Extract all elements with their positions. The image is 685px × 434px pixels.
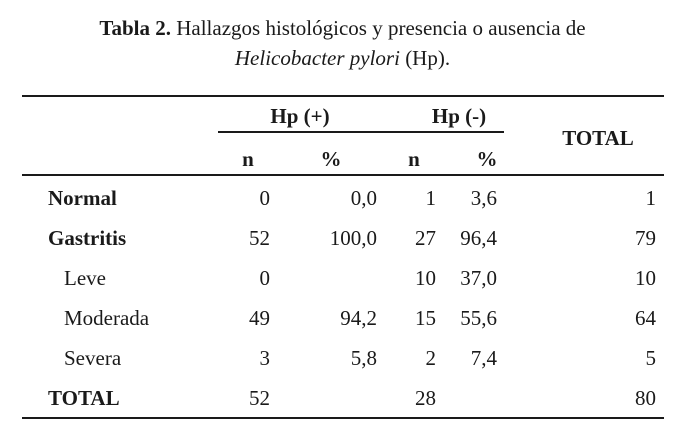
cell-total: 79 (635, 226, 656, 250)
caption-species: Helicobacter pylori (234, 46, 400, 70)
cell-n-negative: 15 (415, 306, 436, 330)
row-label-sub: Severa (64, 346, 122, 370)
cell-n-negative: 2 (425, 346, 436, 370)
header-total: TOTAL (562, 126, 634, 150)
row-label: Normal (48, 186, 117, 210)
cell-pct-negative: 7,4 (470, 346, 497, 370)
cell-total: 10 (635, 266, 656, 290)
cell-pct-negative: 37,0 (460, 266, 497, 290)
header-bottom-rule (22, 174, 664, 176)
table-bottom-rule (22, 417, 664, 419)
header-pct-negative: % (476, 147, 498, 171)
cell-n-negative: 1 (425, 186, 436, 210)
cell-n-positive: 0 (259, 266, 270, 290)
table-top-rule (22, 95, 664, 97)
cell-n-positive: 49 (249, 306, 270, 330)
row-label-total: TOTAL (48, 386, 120, 410)
cell-total: 64 (635, 306, 656, 330)
cell-total: 80 (635, 386, 656, 410)
cell-pct-negative: 96,4 (460, 226, 497, 250)
header-n-negative: n (408, 147, 420, 171)
cell-pct-positive: 100,0 (329, 226, 377, 250)
table-caption-line2 (0, 44, 685, 73)
cell-n-negative: 28 (415, 386, 436, 410)
table-number: Tabla 2. (99, 16, 171, 40)
caption-text: Hallazgos histológicos y presencia o ausencia de (170, 16, 586, 40)
group-header-rule (218, 131, 504, 133)
cell-pct-positive: 5,8 (350, 346, 377, 370)
cell-n-negative: 27 (415, 226, 436, 250)
cell-n-negative: 10 (415, 266, 436, 290)
cell-pct-positive: 94,2 (340, 306, 377, 330)
row-label-sub: Leve (64, 266, 106, 290)
cell-total: 1 (645, 186, 656, 210)
header-hp-positive: Hp (+) (270, 104, 330, 128)
cell-pct-positive: 0,0 (350, 186, 377, 210)
cell-n-positive: 52 (249, 226, 270, 250)
row-label: Gastritis (48, 226, 127, 250)
cell-total: 5 (645, 346, 656, 370)
cell-pct-negative: 3,6 (470, 186, 497, 210)
cell-n-positive: 3 (259, 346, 270, 370)
header-hp-negative: Hp (-) (431, 104, 487, 128)
header-pct-positive: % (320, 147, 342, 171)
caption-text-end: (Hp). (399, 46, 451, 70)
table-caption-line1 (0, 14, 685, 43)
cell-n-positive: 52 (249, 386, 270, 410)
row-label-sub: Moderada (64, 306, 150, 330)
cell-n-positive: 0 (259, 186, 270, 210)
cell-pct-negative: 55,6 (460, 306, 497, 330)
header-n-positive: n (242, 147, 254, 171)
